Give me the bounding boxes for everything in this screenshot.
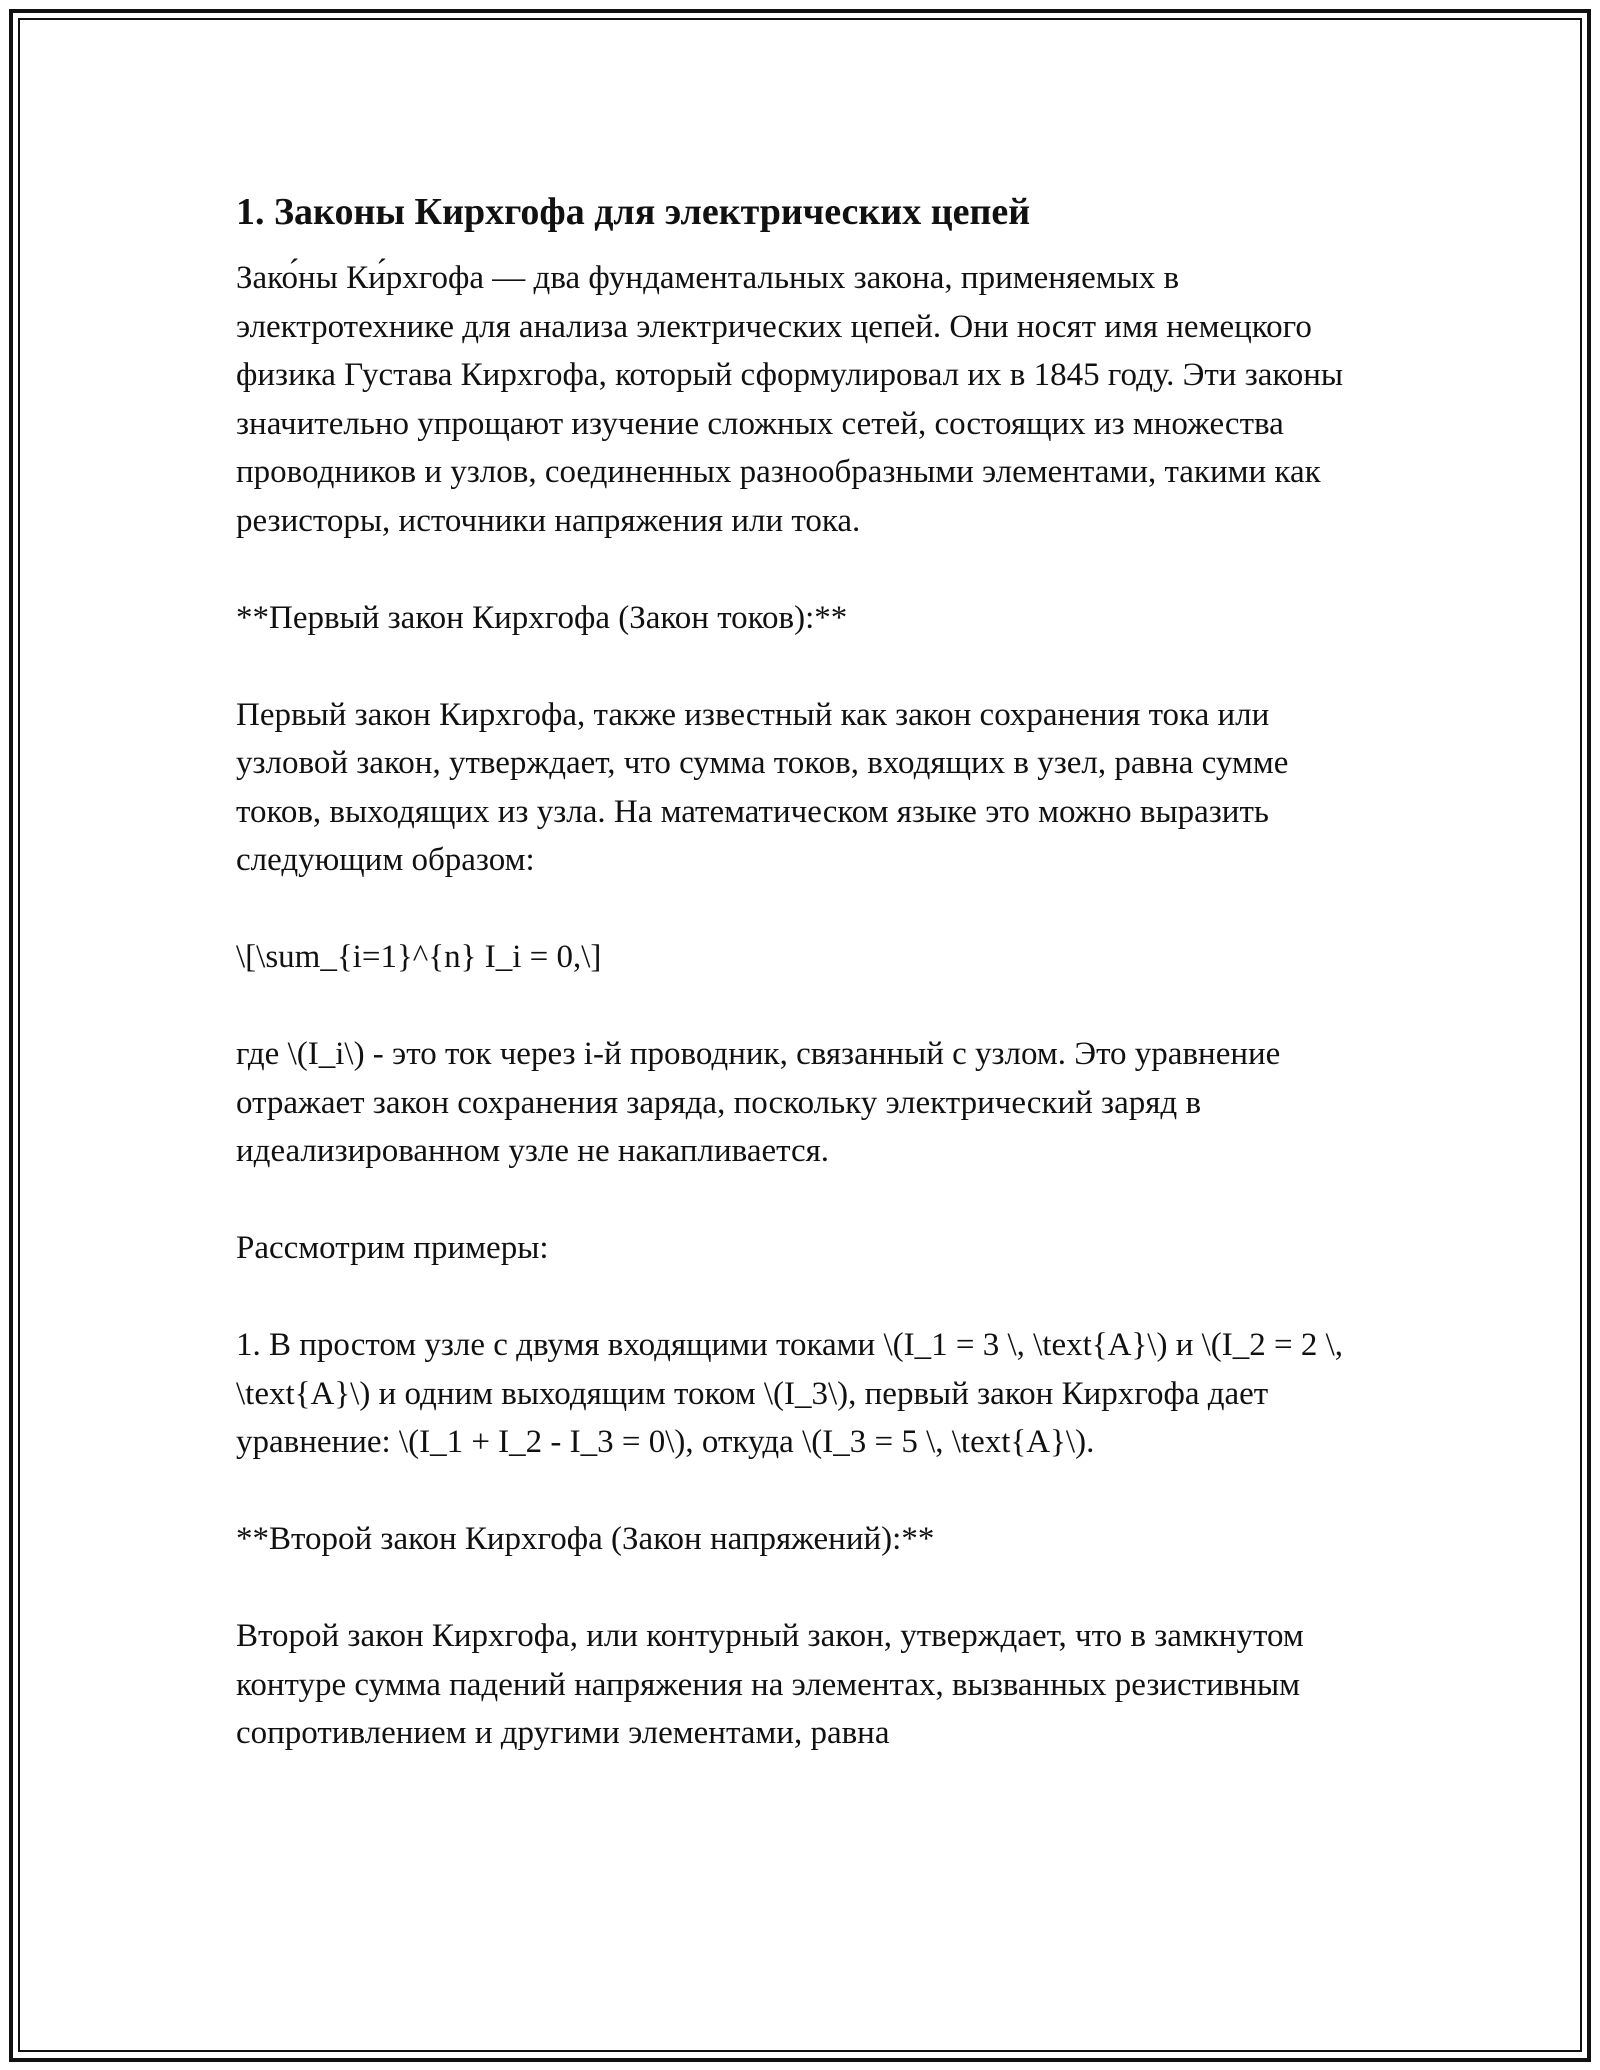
- document-body: [236, 186, 1376, 1758]
- first-law-paragraph: Первый закон Кирхгофа, также известный как закон сохранения тока или узловой закон, утверждает, что сумма токов, входящих в узел, равна сумме токов, выходящих из узла. На математическом языке это можно выразить следующим образом:: [236, 696, 1289, 878]
- second-law-paragraph: Второй закон Кирхгофа, или контурный закон, утверждает, что в замкнутом контуре сумма падений напряжения на элементах, вызванных резистивным сопротивлением и другими элементами, равна: [236, 1618, 1304, 1751]
- first-law-formula: \[\sum_{i=1}^{n} I_i = 0,\]: [236, 939, 602, 975]
- example-1-paragraph: 1. В простом узле с двумя входящими токами \(I_1 = 3 \, \text{A}\) и \(I_2 = 2 \, \text{A}\) и одним выходящим током \(I_3\), первый закон Кирхгофа дает уравнение: \(I_1 + I_2 - I_3 = 0\), откуда \(I_3 = 5 \, \text{A}\).: [236, 1327, 1344, 1460]
- first-law-heading: **Первый закон Кирхгофа (Закон токов):**: [236, 599, 848, 636]
- examples-heading: Рассмотрим примеры:: [236, 1230, 549, 1266]
- document-title: 1. Законы Кирхгофа для электрических цепей: [236, 191, 1031, 233]
- intro-paragraph: Зако́ны Ки́рхгофа — два фундаментальных закона, применяемых в электротехнике для анализа электрических цепей. Они носят имя немецкого физика Густава Кирхгофа, который сформулировал их в 1845 году. Эти законы значительно упрощают изучение сложных сетей, состоящих из множества проводников и узлов, соединенных разнообразными элементами, такими как резисторы, источники напряжения или тока.: [236, 260, 1344, 539]
- formula-explanation-paragraph: где \(I_i\) - это ток через i-й проводник, связанный с узлом. Это уравнение отражает закон сохранения заряда, поскольку электрический заряд в идеализированном узле не накапливается.: [236, 1036, 1281, 1169]
- second-law-heading: **Второй закон Кирхгофа (Закон напряжений):**: [236, 1521, 935, 1557]
